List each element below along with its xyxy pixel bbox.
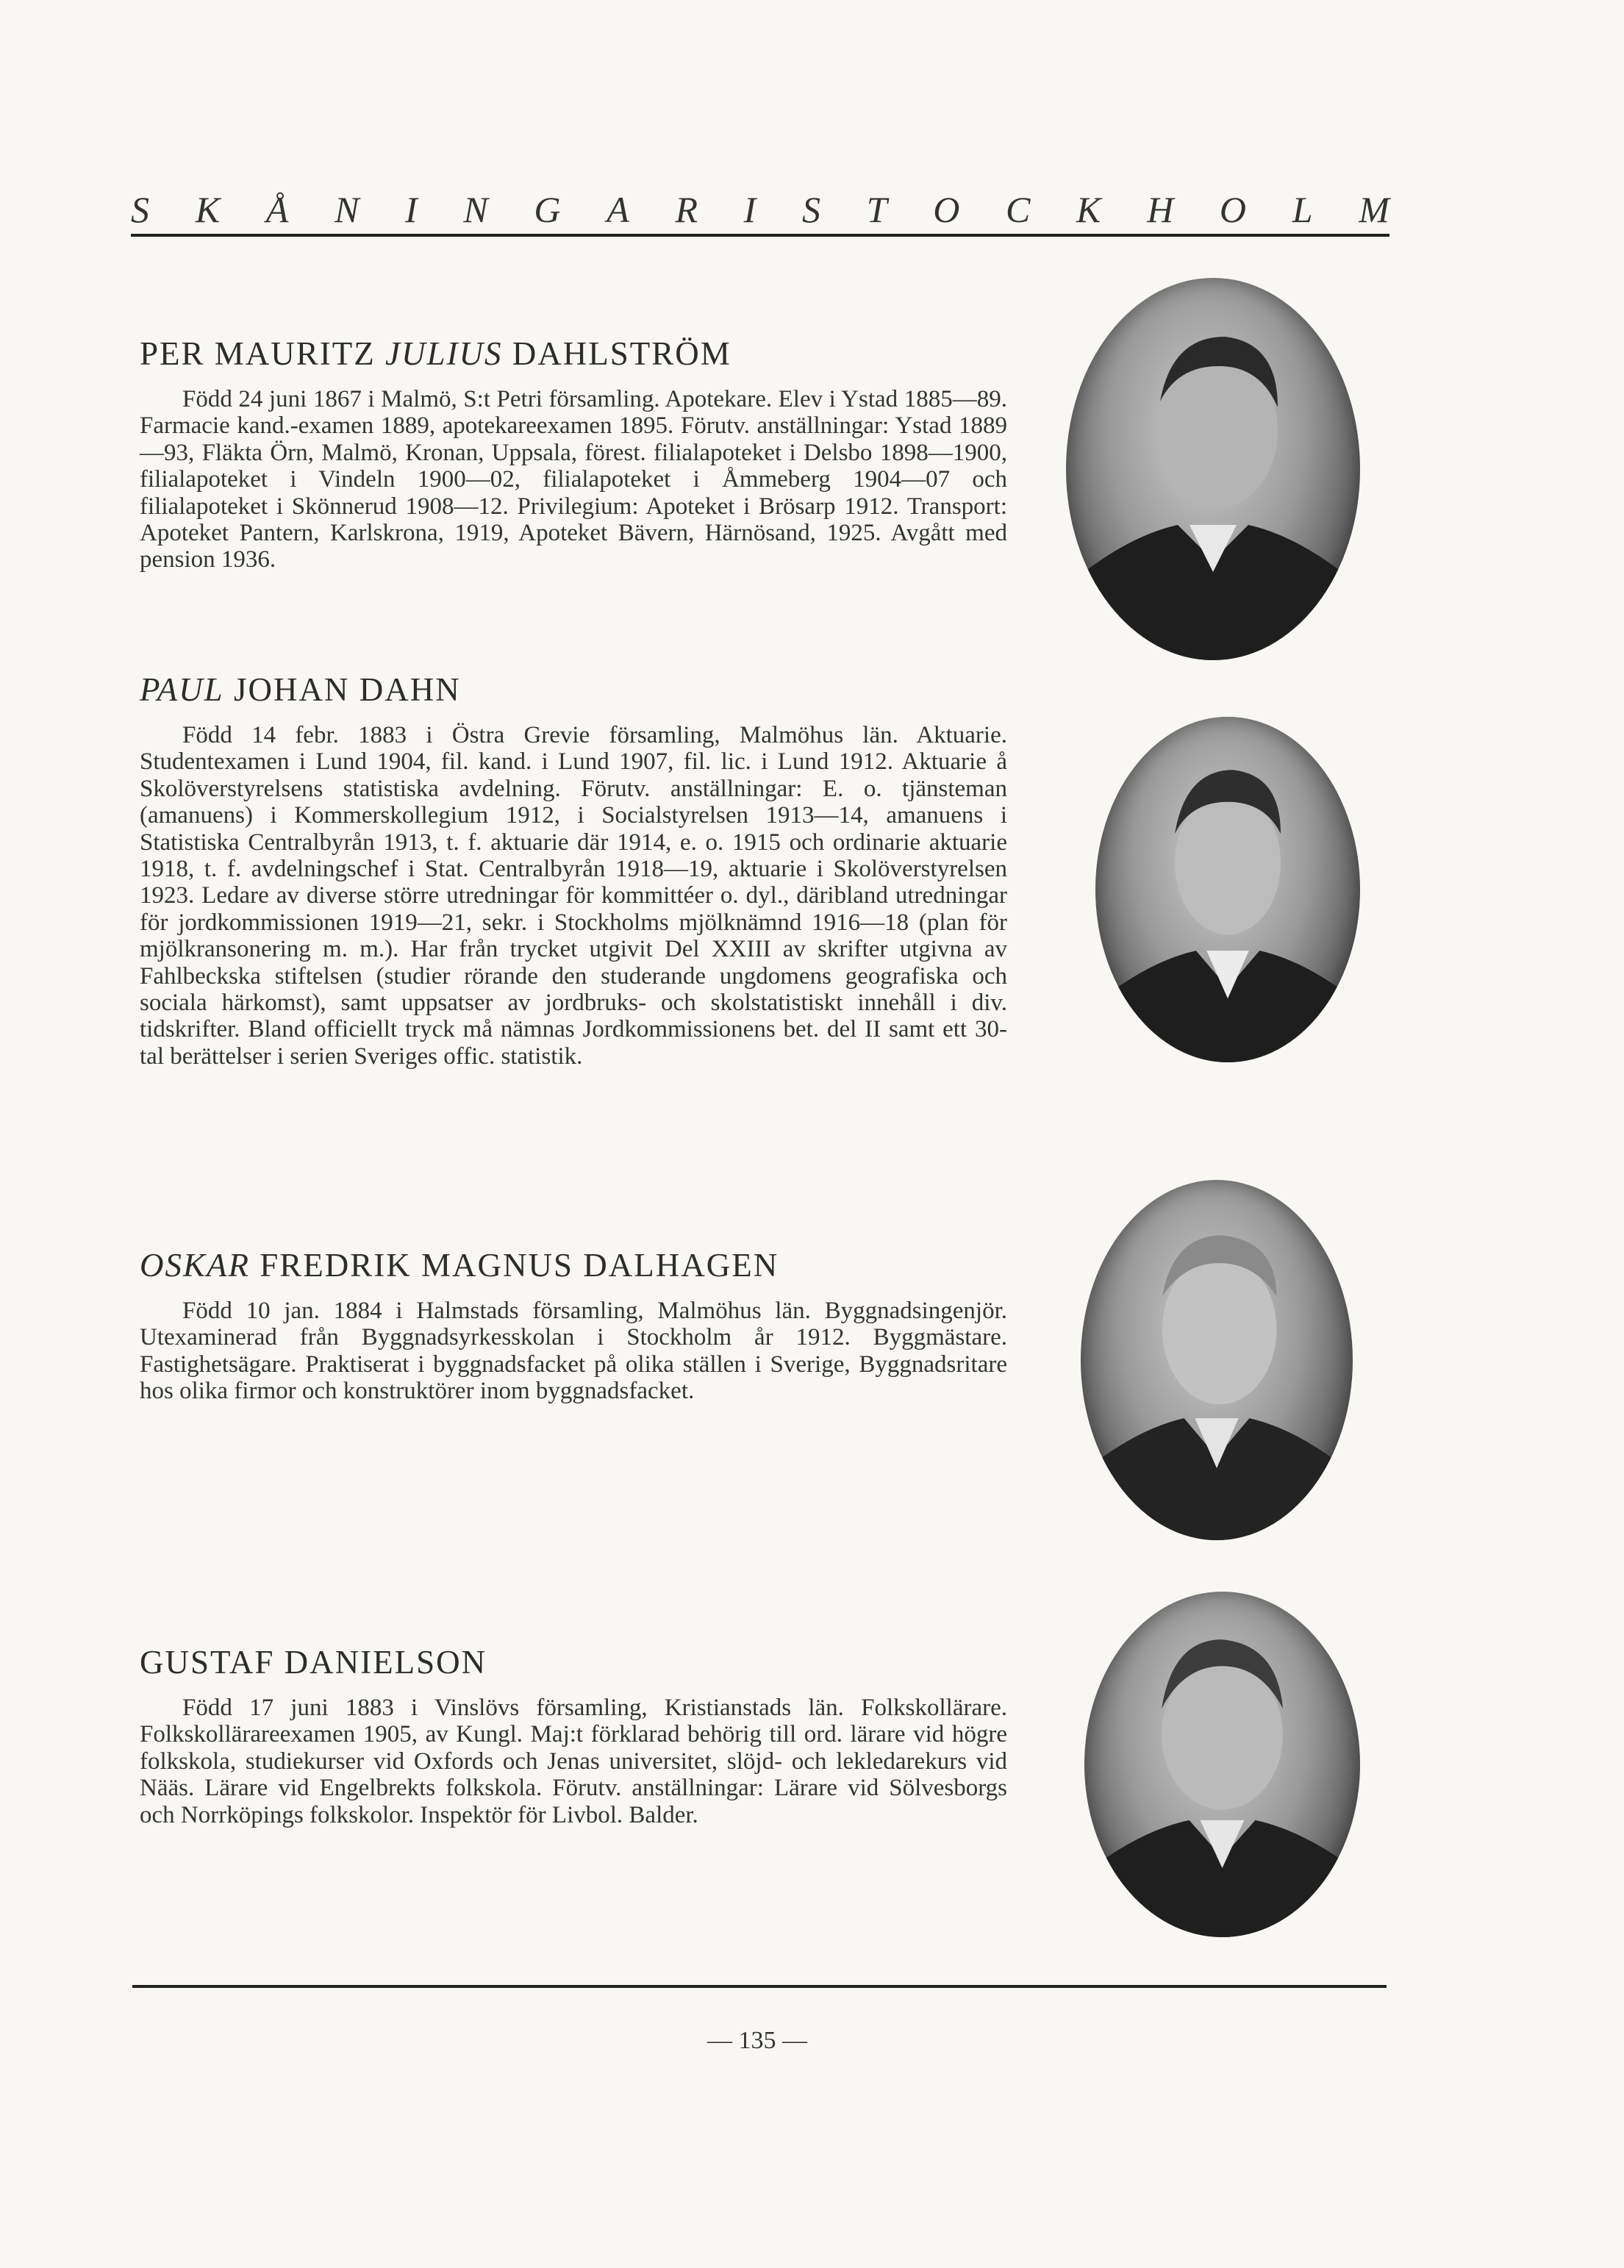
biography-text: Född 17 juni 1883 i Vinslövs församling, Kristianstads län. Folkskollärare. Folkskollärareexamen 1905, av Kungl. Maj:t förklarad behörig till ord. lärare vid högre folkskola, studiekurser vid Oxfords och Jenas universitet, slöjd- och lekledarekurs vid Nääs. Lärare vid Engelbrekts folkskola. Förutv. anställningar: Lärare vid Sölvesborgs och Norrköpings folkskolor. Inspektör för Livbol. Balder. — [140, 1695, 1007, 1828]
header-letter: S — [131, 189, 149, 230]
header-letter: K — [195, 189, 221, 230]
page-number: — 135 — — [707, 2027, 807, 2054]
header-rule — [131, 234, 1389, 237]
header-letter: T — [866, 189, 887, 230]
name-part: GUSTAF DANIELSON — [140, 1644, 487, 1681]
header-letter: K — [1076, 189, 1101, 230]
biography-entry — [140, 670, 1007, 1070]
portrait-photo — [1084, 1592, 1360, 1937]
person-name — [140, 1643, 1007, 1681]
header-letter: M — [1359, 189, 1389, 230]
header-letter: S — [802, 189, 821, 230]
portrait-silhouette — [1095, 717, 1360, 1062]
header-letter: H — [1147, 189, 1174, 230]
name-given: PAUL — [140, 671, 224, 708]
person-name — [140, 335, 1007, 373]
header-letter: N — [334, 189, 360, 230]
portrait-silhouette — [1081, 1180, 1353, 1540]
name-given: JULIUS — [385, 335, 503, 372]
portrait-photo — [1095, 717, 1360, 1062]
portrait-silhouette — [1084, 1592, 1360, 1937]
footer-rule — [132, 1985, 1387, 1988]
biography-entry — [140, 1643, 1007, 1828]
header-letter: G — [534, 189, 561, 230]
biography-text: Född 24 juni 1867 i Malmö, S:t Petri församling. Apotekare. Elev i Ystad 1885—89. Farmacie kand.-examen 1889, apotekareexamen 1895. Förutv. anställningar: Ystad 1889—93, Fläkta Örn, Malmö, Kronan, Uppsala, förest. filialapoteket i Delsbo 1898—1900, filialapoteket i Vindeln 1900—02, filialapoteket i Åmmeberg 1904—07 och filialapoteket i Skönnerud 1908—12. Privilegium: Apoteket i Brösarp 1912. Transport: Apoteket Pantern, Karlskrona, 1919, Apoteket Bävern, Härnösand, 1925. Avgått med pension 1936. — [140, 386, 1007, 573]
biography-text: Född 10 jan. 1884 i Halmstads församling, Malmöhus län. Byggnadsingenjör. Utexaminerad från Byggnadsyrkesskolan i Stockholm år 1912. Byggmästare. Fastighetsägare. Praktiserat i byggnadsfacket på olika ställen i Sverige, Byggnadsritare hos olika firmor och konstruktörer inom byggnadsfacket. — [140, 1298, 1007, 1405]
header-letter: I — [743, 189, 756, 230]
header-letter: L — [1292, 189, 1313, 230]
portrait-photo — [1081, 1180, 1353, 1540]
portrait-photo — [1066, 278, 1360, 660]
name-part: FREDRIK MAGNUS DALHAGEN — [250, 1247, 779, 1284]
header-letter: O — [1219, 189, 1246, 230]
name-part: JOHAN DAHN — [223, 671, 461, 708]
person-name — [140, 670, 1007, 709]
biography-entry — [140, 335, 1007, 573]
name-part: PER MAURITZ — [140, 335, 386, 372]
person-name — [140, 1246, 1007, 1284]
header-letter: Å — [265, 189, 289, 230]
biography-entry — [140, 1246, 1007, 1405]
header-letter: C — [1006, 189, 1031, 230]
portrait-silhouette — [1066, 278, 1360, 660]
biography-text: Född 14 febr. 1883 i Östra Grevie församling, Malmöhus län. Aktuarie. Studentexamen i Lund 1904, fil. kand. i Lund 1907, fil. lic. i Lund 1912. Aktuarie å Skolöverstyrelsens statistiska avdelning. Förutv. anställningar: E. o. tjänsteman (amanuens) i Kommerskollegium 1912, i Socialstyrelsen 1913—14, amanuens i Statistiska Centralbyrån 1913, t. f. aktuarie där 1914, e. o. 1915 och ordinarie aktuarie 1918, t. f. avdelningschef i Stat. Centralbyrån 1918—19, aktuarie i Skolöverstyrelsen 1923. Ledare av diverse större utredningar för kommittéer o. dyl., däribland utredningar för jordkommissionen 1919—21, sekr. i Stockholms mjölknämnd 1916—18 (plan för mjölkransonering m. m.). Har från trycket utgivit Del XXIII av skrifter utgivna av Fahlbeckska stiftelsen (studier rörande den studerande ungdomens geografiska och sociala härkomst), samt uppsatser av jordbruks- och skolstatistiskt innehåll i div. tidskrifter. Bland officiellt tryck må nämnas Jordkommissionens bet. del II samt ett 30-tal berättelser i serien Sveriges offic. statistik. — [140, 722, 1007, 1070]
name-given: OSKAR — [140, 1247, 250, 1284]
header-letter: N — [463, 189, 488, 230]
header-letter: R — [675, 189, 698, 230]
header-letter: A — [607, 189, 629, 230]
header-letter: I — [405, 189, 418, 230]
name-part: DAHLSTRÖM — [502, 335, 731, 372]
header-letter: O — [933, 189, 960, 230]
running-header — [131, 184, 1389, 235]
